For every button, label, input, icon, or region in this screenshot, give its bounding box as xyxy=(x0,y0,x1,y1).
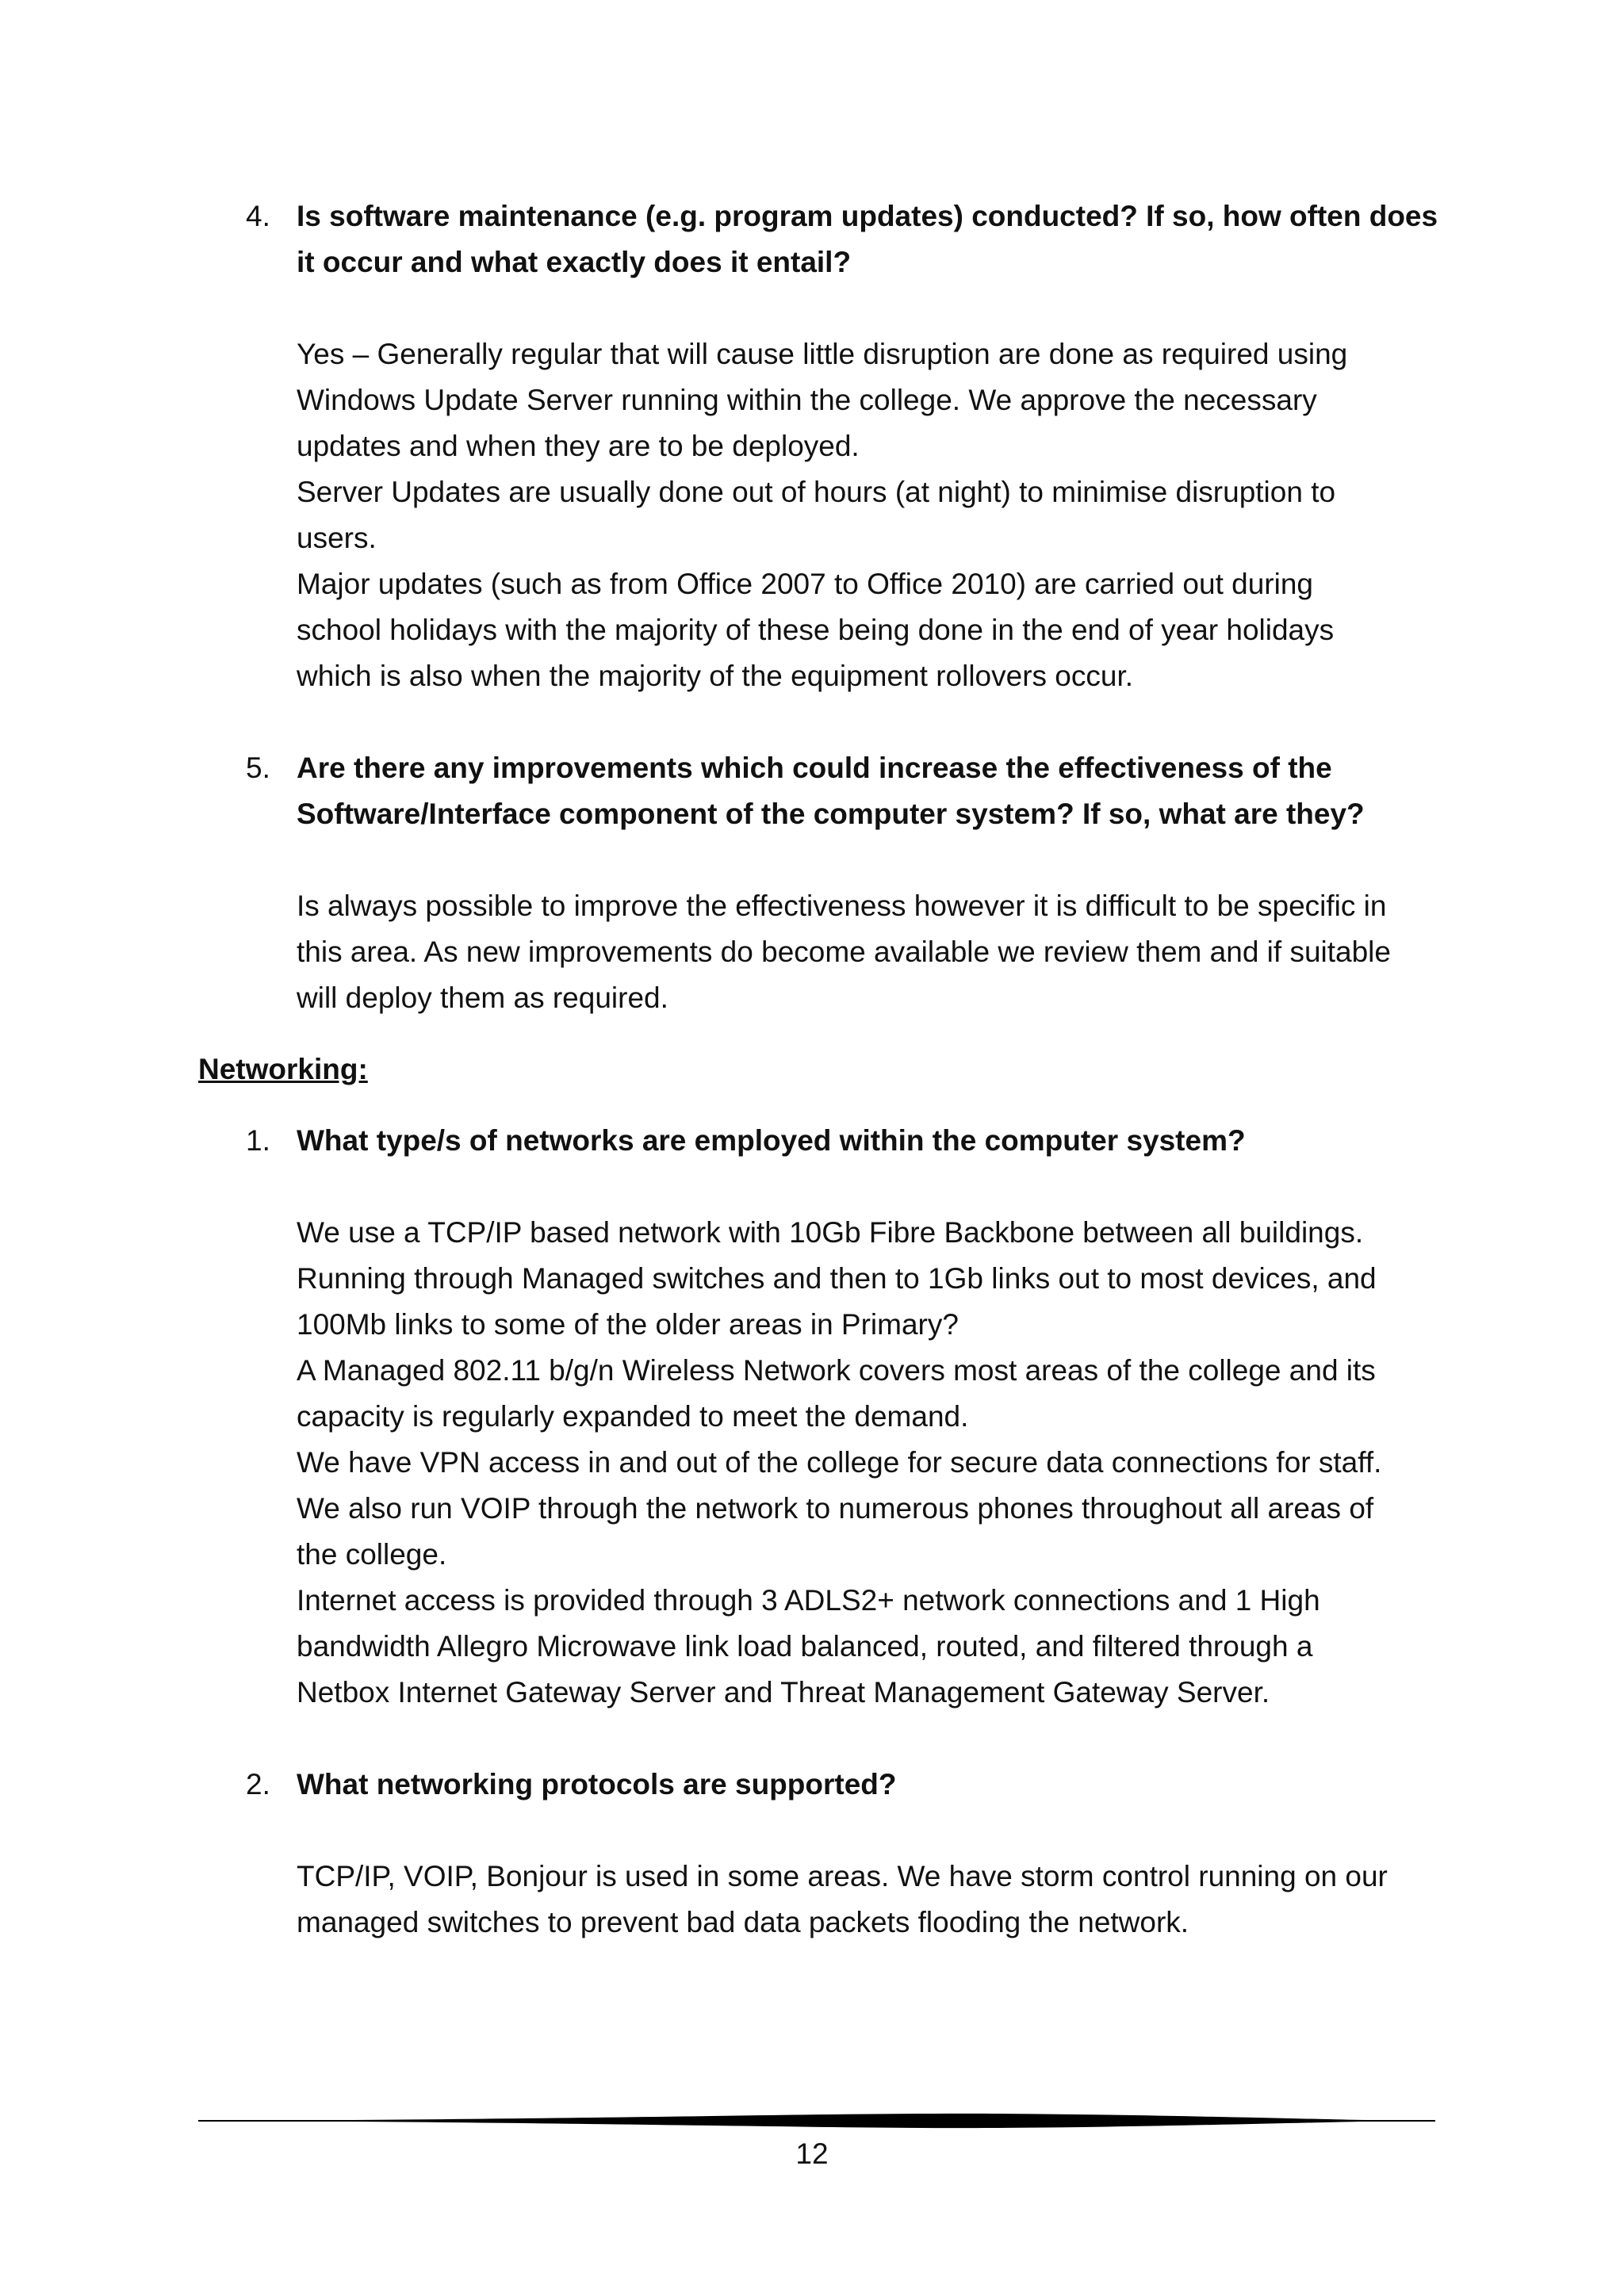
question-text: What networking protocols are supported? xyxy=(297,1768,897,1800)
answer-networking-1 xyxy=(297,1210,1443,1716)
question-networking-1 xyxy=(198,1118,1443,1164)
page-number: 12 xyxy=(795,2137,829,2170)
answer-paragraph: We also run VOIP through the network to numerous phones throughout all areas of the college. xyxy=(297,1492,1374,1571)
answer-paragraph: We have VPN access in and out of the college for secure data connections for staff. xyxy=(297,1446,1382,1479)
question-number: 5. xyxy=(246,752,270,784)
question-number: 1. xyxy=(246,1124,270,1157)
answer-paragraph: Yes – Generally regular that will cause little disruption are done as required using Windows Update Server running within the college. We approve the necessary updates and when they are to be deployed. xyxy=(297,338,1348,462)
answer-paragraph: A Managed 802.11 b/g/n Wireless Network covers most areas of the college and its capacity is regularly expanded to meet the demand. xyxy=(297,1354,1376,1433)
answer-paragraph: Internet access is provided through 3 ADLS2+ network connections and 1 High bandwidth Allegro Microwave link load balanced, routed, and filtered through a Netbox Internet Gateway Server and Threat Management Gateway Server. xyxy=(297,1584,1320,1709)
answer-paragraph: TCP/IP, VOIP, Bonjour is used in some areas. We have storm control running on our managed switches to prevent bad data packets flooding the network. xyxy=(297,1860,1388,1938)
footer-divider xyxy=(198,2109,1435,2133)
page-content xyxy=(198,193,1443,1946)
answer-paragraph: Is always possible to improve the effectiveness however it is difficult to be specific in this area. As new improvements do become available we review them and if suitable will deploy them as required. xyxy=(297,890,1391,1014)
question-text: Are there any improvements which could increase the effectiveness of the Software/Interface component of the computer system? If so, what are they? xyxy=(297,752,1365,830)
answer-networking-2 xyxy=(297,1854,1443,1946)
answer-software-5 xyxy=(297,883,1443,1021)
question-networking-2 xyxy=(198,1762,1443,1808)
question-text: What type/s of networks are employed within the computer system? xyxy=(297,1124,1246,1157)
answer-paragraph: Major updates (such as from Office 2007 to Office 2010) are carried out during school holidays with the majority of these being done in the end of year holidays which is also when the majority of the equipment rollovers occur. xyxy=(297,568,1335,692)
question-number: 2. xyxy=(246,1768,270,1800)
question-software-4 xyxy=(198,193,1443,285)
question-software-5 xyxy=(198,745,1443,837)
answer-paragraph: Server Updates are usually done out of hours (at night) to minimise disruption to users. xyxy=(297,476,1336,554)
answer-software-4 xyxy=(297,331,1443,699)
question-text: Is software maintenance (e.g. program updates) conducted? If so, how often does it occur and what exactly does it entail? xyxy=(297,200,1438,278)
question-number: 4. xyxy=(246,200,270,232)
answer-paragraph: We use a TCP/IP based network with 10Gb Fibre Backbone between all buildings. Running through Managed switches and then to 1Gb links out to most devices, and 100Mb links to some of the older areas in Primary? xyxy=(297,1216,1377,1341)
section-heading-networking: Networking: xyxy=(198,1053,368,1085)
